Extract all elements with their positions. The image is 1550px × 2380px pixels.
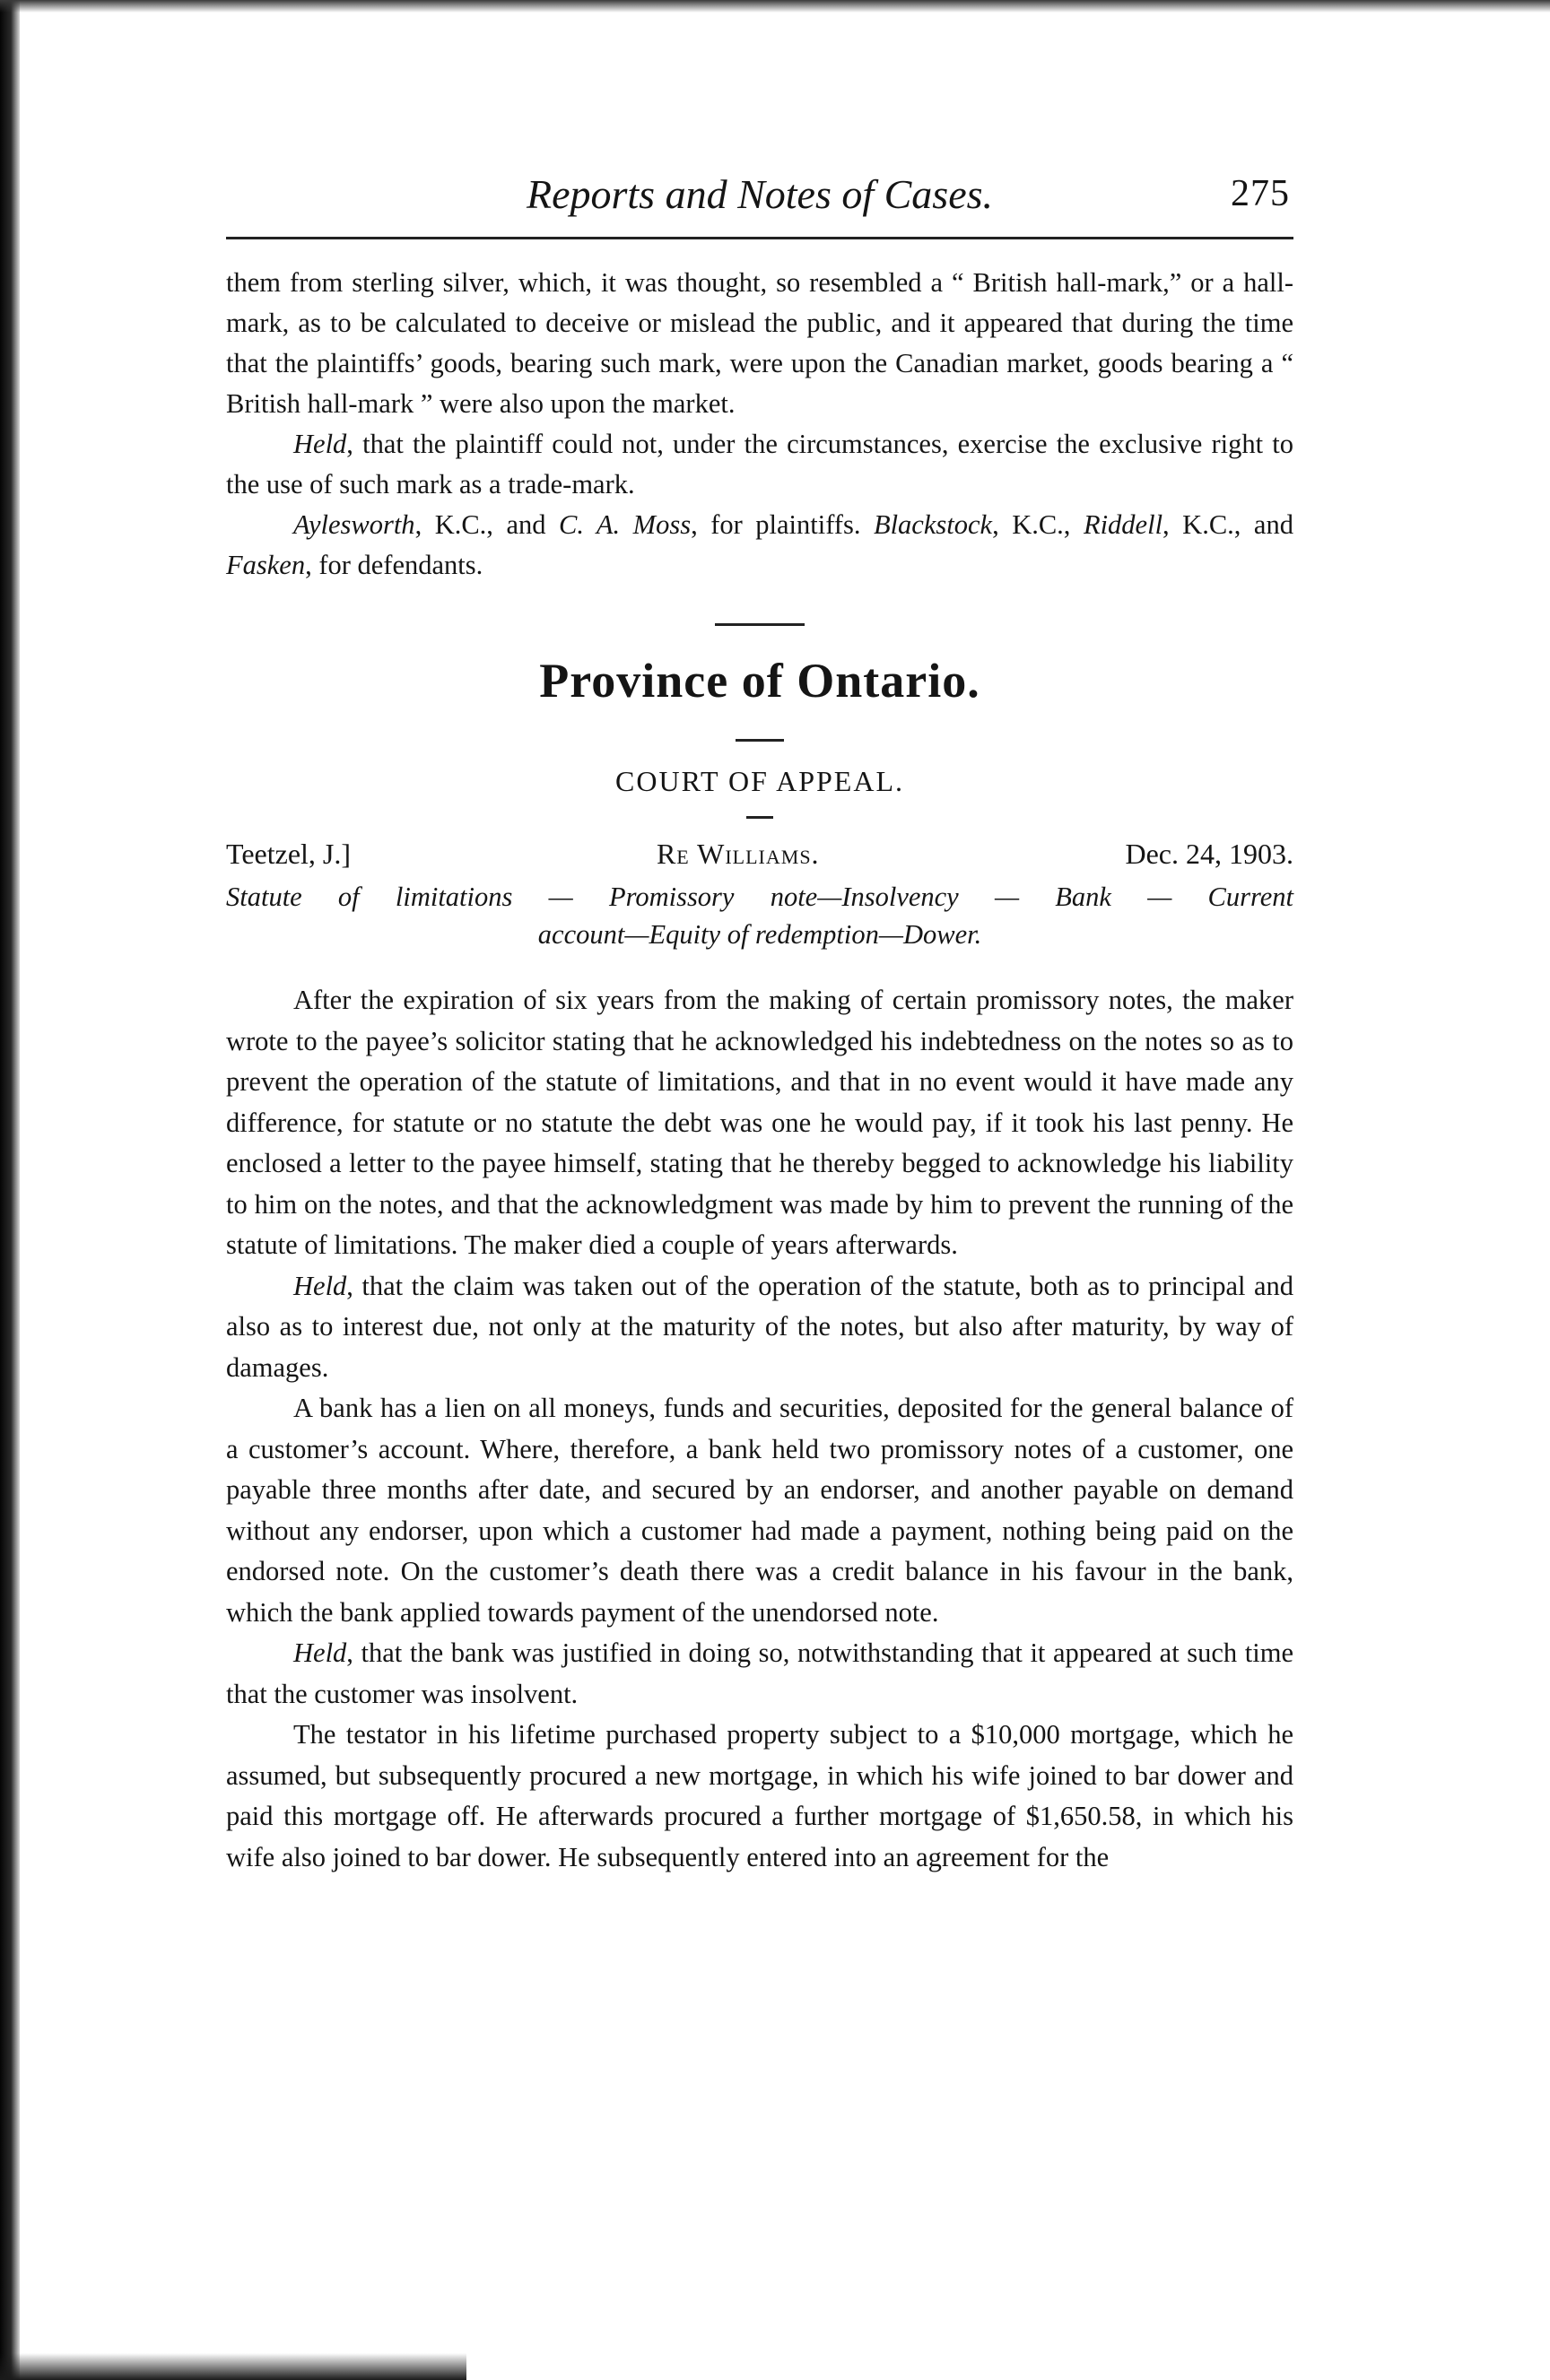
running-title: Reports and Notes of Cases.	[526, 171, 994, 217]
previous-case-held	[226, 424, 1293, 505]
court-heading: COURT OF APPEAL.	[615, 765, 904, 797]
previous-case-text	[226, 263, 1293, 586]
body-paragraph: The testator in his lifetime purchased property subject to a $10,000 mortgage, which he assumed, but subsequently procured a new mortgage, in which his wife joined to bar dower and paid this mortgage off. He afterwards procured a further mortgage of $1,650.58, in which his wife also joined to bar dower. He subsequently entered into an agreement for the	[226, 1719, 1293, 1872]
case-headnote	[226, 878, 1293, 953]
held-label: Held	[293, 1637, 347, 1668]
counsel-text: , for defendants.	[305, 550, 483, 580]
counsel-text: , K.C., and	[414, 509, 559, 540]
section-divider	[715, 623, 805, 626]
counsel-line	[226, 505, 1293, 586]
headnote-line: Statute of limitations — Promissory note—Insolvency — Bank — Current	[226, 882, 1293, 912]
held-text: , that the claim was taken out of the operation of the statute, both as to principal and also as to interest due, not only at the maturity of the notes, but also after maturity, by way of damages.	[226, 1270, 1293, 1383]
counsel-name: Blackstock	[873, 509, 993, 540]
held-label: Held	[293, 1270, 347, 1301]
counsel-text: , K.C.,	[992, 509, 1084, 540]
heading-divider	[736, 739, 784, 742]
counsel-text: , for plaintiffs.	[691, 509, 874, 540]
case-name: Re Williams.	[656, 838, 820, 870]
body-paragraph: A bank has a lien on all moneys, funds and securities, deposited for the general balance of a customer’s account. Where, therefore, a bank held two promissory notes of a customer, one payable three months after date, and secured by an endorser, and another payable on demand without any endorser, upon which a customer had made a payment, nothing being paid on the endorsed note. On the customer’s death there was a credit balance in his favour in the bank, which the bank applied towards payment of the unendorsed note.	[226, 1393, 1293, 1628]
scan-edge-left	[0, 0, 20, 2380]
held-text: , that the bank was justified in doing so, notwithstanding that it appeared at such time that the customer was insolvent.	[226, 1637, 1293, 1709]
document-page	[226, 161, 1293, 1878]
held-label: Held	[293, 429, 347, 459]
held-paragraph	[226, 1633, 1293, 1715]
judge-name: Teetzel, J.]	[226, 838, 352, 870]
counsel-name: C. A. Moss	[558, 509, 692, 540]
section-heading: Province of Ontario.	[539, 654, 980, 708]
counsel-name: Aylesworth	[293, 509, 415, 540]
page-number: 275	[1231, 173, 1290, 214]
counsel-name: Fasken	[226, 550, 306, 580]
scan-edge-top	[0, 0, 1550, 13]
court-divider	[746, 816, 773, 819]
case-date: Dec. 24, 1903.	[1125, 838, 1293, 870]
running-header	[226, 161, 1293, 239]
previous-case-paragraph: them from sterling silver, which, it was thought, so resembled a “ British hall-mark,” or a hall-mark, as to be calculated to deceive or mislead the public, and it appeared that during the time that the plaintiffs’ goods, bearing such mark, were upon the Canadian market, goods bearing a “ British hall-mark ” were also upon the market.	[226, 267, 1293, 419]
held-paragraph	[226, 1266, 1293, 1389]
body-paragraph: After the expiration of six years from the making of certain promissory notes, the maker wrote to the payee’s solicitor stating that he acknowledged his indebtedness on the notes so as to prevent the operation of the statute of limitations, and that in no event would it have made any difference, for statute or no statute the debt was one he would pay, if it took his last penny. He enclosed a letter to the payee himself, stating that he thereby begged to acknowledge his liability to him on the notes, and that the acknowledgment was made by him to prevent the running of the statute of limitations. The maker died a couple of years afterwards.	[226, 985, 1293, 1260]
counsel-text: , K.C., and	[1162, 509, 1293, 540]
case-citation-line	[226, 833, 1293, 874]
headnote-line: account—Equity of redemption—Dower.	[537, 919, 982, 950]
counsel-name: Riddell	[1083, 509, 1163, 540]
held-text: , that the plaintiff could not, under the circumstances, exercise the exclusive right to the use of such mark as a trade-mark.	[226, 429, 1293, 499]
scan-edge-bottom	[0, 2353, 466, 2380]
case-body	[226, 980, 1293, 1878]
